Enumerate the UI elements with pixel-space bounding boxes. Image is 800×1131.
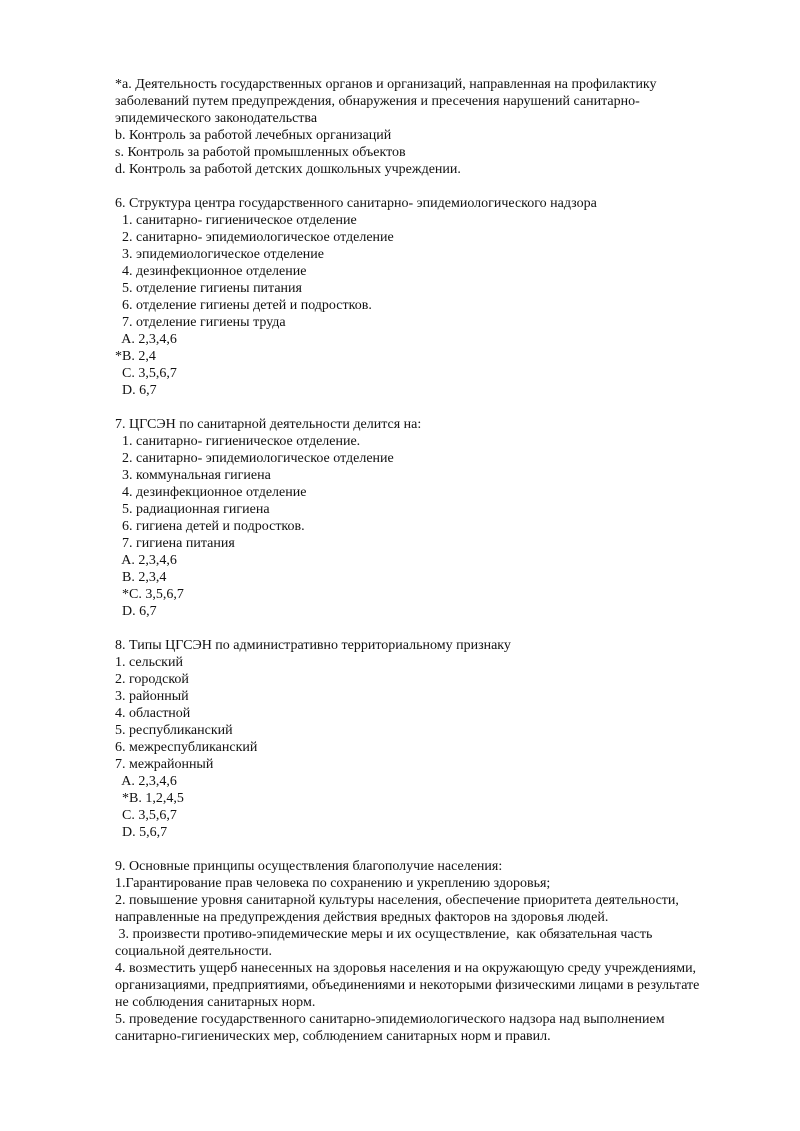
question-8-item-1: 1. сельский bbox=[115, 655, 183, 670]
question-9-item-5-line-1: 5. проведение государственного санитарно-эпидемиологического надзора над выполнением bbox=[115, 1012, 665, 1027]
question-7-item-7: 7. гигиена питания bbox=[115, 536, 235, 551]
question-7-answer-c: *C. 3,5,6,7 bbox=[115, 587, 184, 602]
question-8-item-6: 6. межреспубликанский bbox=[115, 740, 258, 755]
question-6-item-3: 3. эпидемиологическое отделение bbox=[115, 247, 324, 262]
question-7 bbox=[115, 416, 760, 620]
question-7-item-5: 5. радиационная гигиена bbox=[115, 502, 270, 517]
question-9-title: 9. Основные принципы осуществления благополучие населения: bbox=[115, 859, 503, 874]
question-9-item-4-line-3: не соблюдения санитарных норм. bbox=[115, 995, 316, 1010]
question-9-item-3-line-1: 3. произвести противо-эпидемические меры и их осуществление, как обязательная часть bbox=[115, 927, 653, 942]
question-6-item-7: 7. отделение гигиены труда bbox=[115, 315, 286, 330]
question-7-answer-b: B. 2,3,4 bbox=[115, 570, 167, 585]
spacer bbox=[115, 399, 760, 416]
option-a-line-1: *a. Деятельность государственных органов и организаций, направленная на профилактику bbox=[115, 77, 657, 92]
question-7-answer-d: D. 6,7 bbox=[115, 604, 157, 619]
question-6-item-2: 2. санитарно- эпидемиологическое отделение bbox=[115, 230, 394, 245]
question-7-item-6: 6. гигиена детей и подростков. bbox=[115, 519, 305, 534]
question-9-item-2-line-2: направленные на предупреждения действия вредных факторов на здоровья людей. bbox=[115, 910, 609, 925]
question-8-answer-c: C. 3,5,6,7 bbox=[115, 808, 177, 823]
question-6 bbox=[115, 195, 760, 399]
question-7-item-4: 4. дезинфекционное отделение bbox=[115, 485, 307, 500]
question-5-options bbox=[115, 76, 760, 178]
question-6-item-1: 1. санитарно- гигиеническое отделение bbox=[115, 213, 357, 228]
question-9 bbox=[115, 858, 760, 1045]
question-6-item-6: 6. отделение гигиены детей и подростков. bbox=[115, 298, 372, 313]
question-8 bbox=[115, 637, 760, 841]
spacer bbox=[115, 620, 760, 637]
option-d: d. Контроль за работой детских дошкольных учреждении. bbox=[115, 162, 461, 177]
question-8-answer-a: A. 2,3,4,6 bbox=[115, 774, 177, 789]
option-b: b. Контроль за работой лечебных организаций bbox=[115, 128, 392, 143]
question-9-item-5-line-2: санитарно-гигиенических мер, соблюдением санитарных норм и правил. bbox=[115, 1029, 551, 1044]
question-8-title: 8. Типы ЦГСЭН по административно территориальному признаку bbox=[115, 638, 511, 653]
question-8-answer-d: D. 5,6,7 bbox=[115, 825, 168, 840]
question-6-item-5: 5. отделение гигиены питания bbox=[115, 281, 302, 296]
question-8-item-2: 2. городской bbox=[115, 672, 189, 687]
question-9-item-2-line-1: 2. повышение уровня санитарной культуры населения, обеспечение приоритета деятельности, bbox=[115, 893, 679, 908]
question-8-item-3: 3. районный bbox=[115, 689, 189, 704]
question-9-item-1: 1.Гарантирование прав человека по сохранению и укреплению здоровья; bbox=[115, 876, 551, 891]
question-9-item-3-line-2: социальной деятельности. bbox=[115, 944, 273, 959]
option-a-line-3: эпидемического законодательства bbox=[115, 111, 318, 126]
question-7-title: 7. ЦГСЭН по санитарной деятельности делится на: bbox=[115, 417, 422, 432]
question-7-item-2: 2. санитарно- эпидемиологическое отделение bbox=[115, 451, 394, 466]
question-6-answer-d: D. 6,7 bbox=[115, 383, 157, 398]
question-6-answer-c: C. 3,5,6,7 bbox=[115, 366, 177, 381]
question-7-item-3: 3. коммунальная гигиена bbox=[115, 468, 271, 483]
question-8-item-4: 4. областной bbox=[115, 706, 191, 721]
question-7-answer-a: A. 2,3,4,6 bbox=[115, 553, 177, 568]
question-8-item-7: 7. межрайонный bbox=[115, 757, 214, 772]
option-s: s. Контроль за работой промышленных объектов bbox=[115, 145, 406, 160]
question-6-answer-a: A. 2,3,4,6 bbox=[115, 332, 177, 347]
question-9-item-4-line-1: 4. возместить ущерб нанесенных на здоровья населения и на окружающую среду учреждениями, bbox=[115, 961, 697, 976]
question-7-item-1: 1. санитарно- гигиеническое отделение. bbox=[115, 434, 361, 449]
spacer bbox=[115, 841, 760, 858]
question-6-answer-b: *B. 2,4 bbox=[115, 349, 156, 364]
question-8-answer-b: *B. 1,2,4,5 bbox=[115, 791, 184, 806]
question-6-item-4: 4. дезинфекционное отделение bbox=[115, 264, 307, 279]
question-9-item-4-line-2: организациями, предприятиями, объединениями и некоторыми физическими лицами в результате bbox=[115, 978, 700, 993]
question-8-item-5: 5. республиканский bbox=[115, 723, 233, 738]
spacer bbox=[115, 178, 760, 195]
option-a-line-2: заболеваний путем предупреждения, обнаружения и пресечения нарушений санитарно- bbox=[115, 94, 640, 109]
question-6-title: 6. Структура центра государственного санитарно- эпидемиологического надзора bbox=[115, 196, 597, 211]
